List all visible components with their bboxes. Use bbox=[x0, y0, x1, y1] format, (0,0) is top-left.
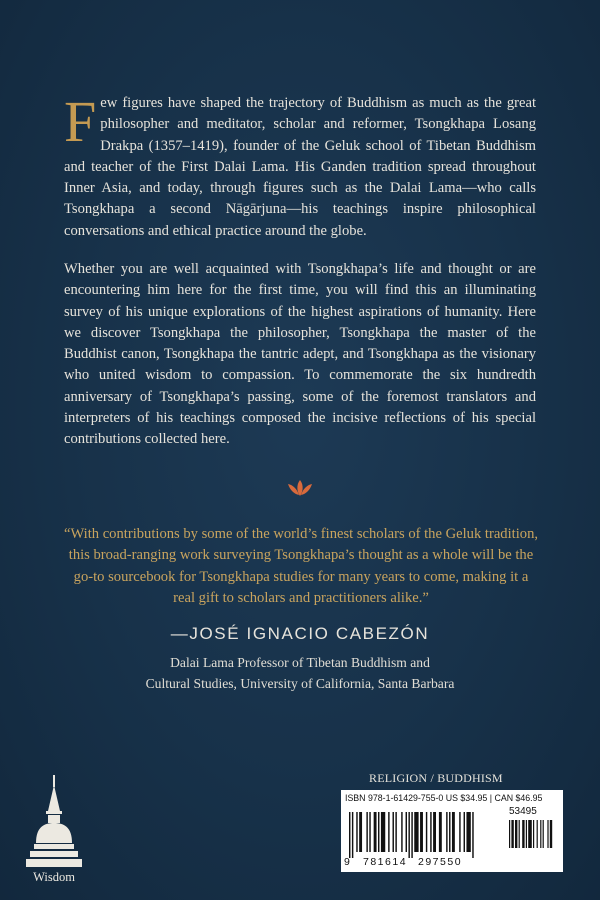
barcode-bar bbox=[543, 820, 544, 848]
barcode-bar bbox=[366, 812, 367, 852]
barcode-bar bbox=[426, 812, 427, 852]
barcode-bar bbox=[369, 812, 370, 852]
barcode-bar bbox=[526, 820, 527, 848]
barcode-digits-right: 297550 bbox=[418, 856, 463, 868]
barcode-digit-first: 9 bbox=[344, 856, 350, 868]
barcode-bar bbox=[449, 812, 450, 852]
stupa-icon bbox=[26, 775, 82, 870]
barcode-digits-left: 781614 bbox=[363, 856, 408, 868]
barcode-bar bbox=[528, 820, 532, 848]
barcode-bar bbox=[393, 812, 394, 852]
barcode-bar bbox=[509, 820, 510, 848]
barcode-bar bbox=[433, 812, 436, 852]
barcode-bar bbox=[395, 812, 396, 852]
price-code: 53495 bbox=[509, 806, 537, 817]
barcode-bar bbox=[466, 812, 470, 852]
barcode-bar bbox=[439, 812, 442, 852]
barcode-bar bbox=[459, 812, 460, 852]
endorsement-author: —JOSÉ IGNACIO CABEZÓN bbox=[170, 624, 430, 643]
barcode-bar bbox=[414, 812, 418, 852]
barcode-bar bbox=[406, 812, 407, 852]
barcode-bar bbox=[359, 812, 362, 852]
blurb-paragraph-1 bbox=[64, 89, 536, 242]
barcode-bar bbox=[550, 820, 552, 848]
subject-category: RELIGION / BUDDHISM bbox=[369, 771, 503, 785]
barcode-bar bbox=[472, 812, 473, 858]
barcode-bar bbox=[519, 820, 520, 848]
barcode-bar bbox=[511, 820, 513, 848]
barcode-bar bbox=[411, 812, 412, 858]
barcode-bar bbox=[452, 812, 455, 852]
ean-barcode bbox=[349, 812, 499, 858]
price-addon-barcode bbox=[509, 820, 555, 854]
barcode-bar bbox=[381, 812, 385, 852]
drop-cap: F bbox=[64, 89, 97, 154]
barcode-bar bbox=[420, 812, 423, 852]
barcode-bar bbox=[547, 820, 548, 848]
endorsement-quote: “With contributions by some of the world’s finest scholars of the Geluk tradition, this broad-ranging work surveying Tsongkhapa’s thought as a whole will be the go-to sourcebook for Tsongkhapa studies for many years to come, making it a real gift to scholars and practitioners alike.” bbox=[63, 526, 539, 606]
barcode-bar bbox=[408, 812, 409, 858]
author-affiliation-line-2: Cultural Studies, University of California, Santa Barbara bbox=[145, 676, 455, 691]
barcode-bar bbox=[352, 812, 353, 858]
blurb-paragraph-1-text: ew figures have shaped the trajectory of Buddhism as much as the great philosopher and meditator, scholar and reformer, Tsongkhapa Losang Drakpa (1357–1419), founder of the Geluk school of Tibetan Buddhism and teacher of the First Dalai Lama. His Ganden tradition spread throughout Inner Asia, and today, through figures such as the Dalai Lama—who calls Tsongkhapa a second Nāgārjuna—his teachings inspire philosophical conversations and ethical practice around the globe. bbox=[64, 95, 536, 239]
barcode-panel bbox=[341, 790, 563, 872]
barcode-bar bbox=[388, 812, 389, 852]
barcode-bar bbox=[378, 812, 379, 852]
barcode-bar bbox=[430, 812, 431, 852]
barcode-bar bbox=[401, 812, 402, 852]
lotus-ornament-icon bbox=[287, 478, 313, 498]
barcode-bar bbox=[533, 820, 534, 848]
blurb-paragraph-2: Whether you are well acquainted with Tsongkhapa’s life and thought or are encountering him here for the first time, you will find this an illuminating survey of his unique explorations of the highest aspirations of humanity. Here we discover Tsongkhapa the philosopher, Tsongkhapa the master of the Buddhist canon, Tsongkhapa the tantric adept, and Tsongkhapa as the visionary who united wisdom to compassion. To commemorate the six hundredth anniversary of Tsongkhapa’s passing, some of the foremost translators and interpreters of his teachings composed the incisive reflections of his special contributions collected here. bbox=[64, 261, 536, 448]
barcode-bar bbox=[356, 812, 357, 852]
barcode-bar bbox=[537, 820, 538, 848]
isbn-price-line: ISBN 978-1-61429-755-0 US $34.95 | CAN $46.95 bbox=[345, 793, 543, 803]
author-affiliation-line-1: Dalai Lama Professor of Tibetan Buddhism and bbox=[170, 655, 430, 670]
barcode-bar bbox=[374, 812, 377, 852]
publisher-name: Wisdom bbox=[33, 870, 75, 884]
barcode-bar bbox=[464, 812, 465, 852]
barcode-bar bbox=[540, 820, 541, 848]
barcode-bar bbox=[515, 820, 517, 848]
barcode-bar bbox=[349, 812, 350, 858]
barcode-bar bbox=[446, 812, 447, 852]
barcode-bar bbox=[522, 820, 524, 848]
